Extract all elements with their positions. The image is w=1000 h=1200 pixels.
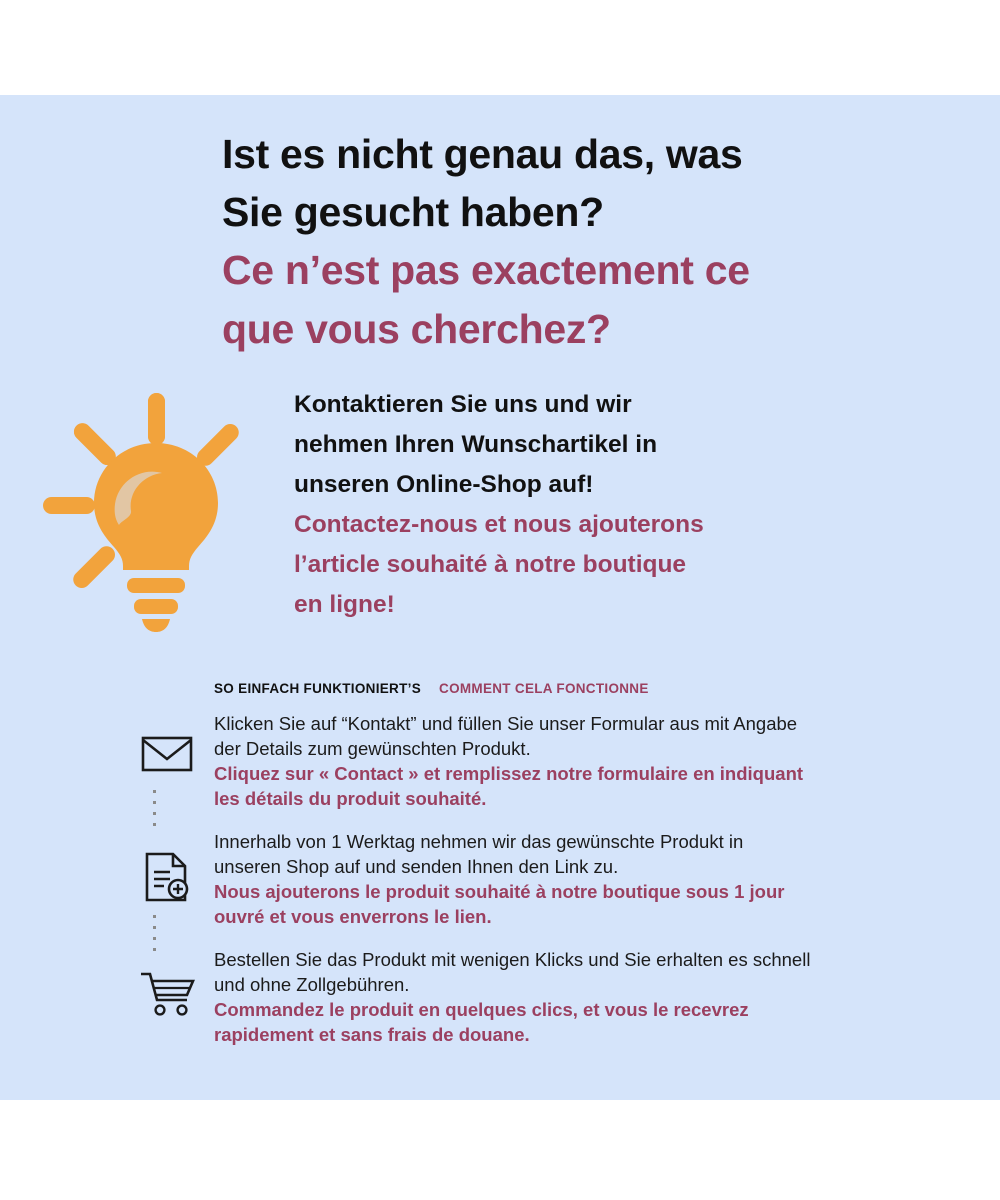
- step-de-line2: unseren Shop auf und senden Ihnen den Link zu.: [214, 855, 619, 877]
- headline-fr-line1: Ce n’est pas exactement ce: [222, 247, 750, 294]
- lightbulb-icon: [35, 385, 275, 635]
- subheadline-de-line1: Kontaktieren Sie uns und wir: [294, 391, 632, 418]
- headline-fr-line2: que vous cherchez?: [222, 305, 611, 352]
- headline-de-line2: Sie gesucht haben?: [222, 189, 604, 236]
- step-text: [214, 712, 940, 812]
- subheadline-fr-line2: l’article souhaité à notre boutique: [294, 550, 687, 578]
- step-fr-line1: Commandez le produit en quelques clics, et vous le recevrez: [214, 998, 749, 1020]
- step-de-line1: Bestellen Sie das Produkt mit wenigen Klicks und Sie erhalten es schnell: [214, 949, 811, 970]
- step-de-line1: Innerhalb von 1 Werktag nehmen wir das gewünschte Produkt in: [214, 831, 744, 852]
- subheadline-de-line3: unseren Online-Shop auf!: [294, 470, 594, 498]
- steps-list: [120, 712, 940, 1066]
- subheadline-fr-line3: en ligne!: [294, 590, 395, 618]
- step-fr-line2: les détails du produit souhaité.: [214, 787, 487, 809]
- step-fr-line1: Nous ajouterons le produit souhaité à notre boutique sous 1 jour: [214, 880, 785, 902]
- step-fr-line2: rapidement et sans frais de douane.: [214, 1023, 530, 1045]
- page-title: [222, 125, 922, 358]
- how-it-works-label-de: SO EINFACH FUNKTIONIERT’S: [214, 681, 422, 696]
- shopping-cart-icon: [120, 948, 214, 1016]
- list-item: [120, 712, 940, 830]
- step-fr-line2: ouvré et vous enverrons le lien.: [214, 905, 492, 927]
- list-item: [120, 830, 940, 948]
- step-de-line2: der Details zum gewünschten Produkt.: [214, 737, 531, 759]
- step-text: [214, 830, 940, 930]
- step-text: [214, 948, 940, 1048]
- headline-de-line1: Ist es nicht genau das, was: [222, 131, 743, 177]
- document-add-icon: [120, 830, 214, 902]
- how-it-works-header: [214, 681, 649, 696]
- step-de-line2: und ohne Zollgebühren.: [214, 973, 410, 995]
- list-item: [120, 948, 940, 1066]
- subheadline-de-line2: nehmen Ihren Wunschartikel in: [294, 430, 658, 458]
- how-it-works-label-fr: COMMENT CELA FONCTIONNE: [439, 681, 649, 696]
- envelope-icon: [120, 712, 214, 774]
- subheadline: [294, 385, 894, 625]
- subheadline-fr-line1: Contactez-nous et nous ajouterons: [294, 510, 704, 538]
- step-de-line1: Klicken Sie auf “Kontakt” und füllen Sie unser Formular aus mit Angabe: [214, 713, 798, 734]
- step-fr-line1: Cliquez sur « Contact » et remplissez notre formulaire en indiquant: [214, 762, 804, 784]
